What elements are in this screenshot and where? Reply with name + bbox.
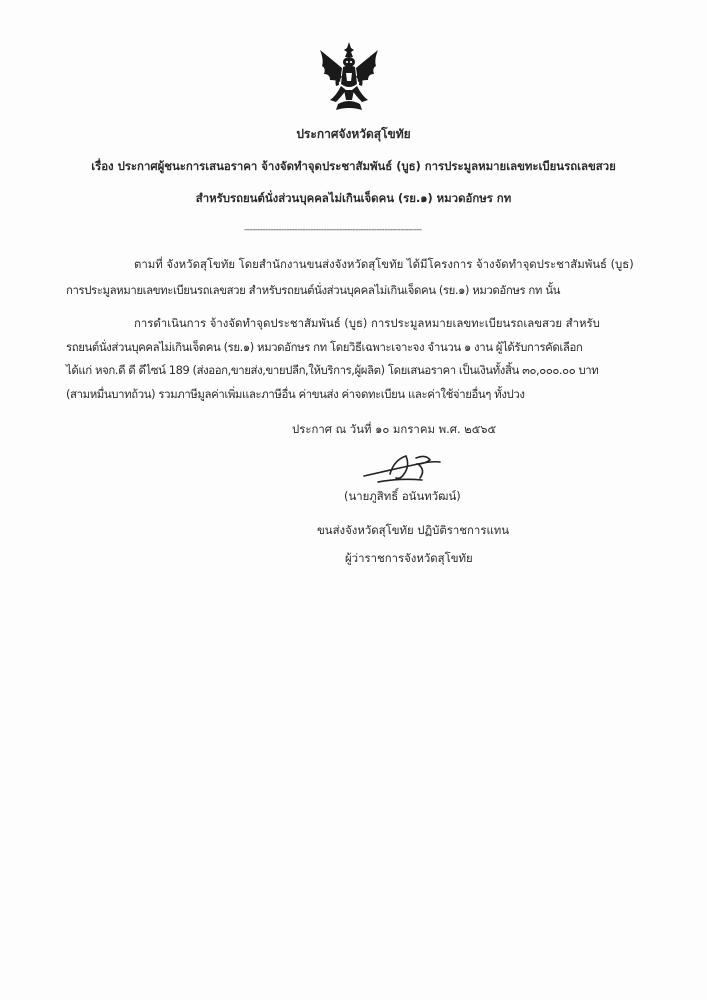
paragraph-1-line-1: ตามที่ จังหวัดสุโขทัย โดยสำนักงานขนส่งจังหวัดสุโขทัย ได้มีโครงการ จ้างจัดทำจุดประชาสัมพันธ์ (บูธ) bbox=[134, 257, 634, 271]
garuda-emblem-icon bbox=[316, 40, 382, 114]
paragraph-1-line-2: การประมูลหมายเลขทะเบียนรถเลขสวย สำหรับรถยนต์นั่งส่วนบุคคลไม่เกินเจ็ดคน (รย.๑) หมวดอักษร กท นั้น bbox=[66, 283, 561, 297]
paragraph-2-line-1: การดำเนินการ จ้างจัดทำจุดประชาสัมพันธ์ (บูธ) การประมูลหมายเลขทะเบียนรถเลขสวย สำหรับ bbox=[134, 316, 600, 330]
paragraph-2-line-4: (สามหมื่นบาทถ้วน) รวมภาษีมูลค่าเพิ่มและภาษีอื่น ค่าขนส่ง ค่าจดทะเบียน และค่าใช้จ่ายอื่นๆ ทั้งปวง bbox=[66, 387, 525, 401]
divider-line: ------------------------------------------------------------------- bbox=[244, 225, 422, 235]
subject-line-2: สำหรับรถยนต์นั่งส่วนบุคคลไม่เกินเจ็ดคน (รย.๑) หมวดอักษร กท bbox=[195, 191, 512, 205]
announcement-date: ประกาศ ณ วันที่ ๑๐ มกราคม พ.ศ. ๒๕๖๕ bbox=[292, 422, 497, 436]
signatory-position-2: ผู้ว่าราชการจังหวัดสุโขทัย bbox=[345, 551, 473, 565]
paragraph-2-line-2: รถยนต์นั่งส่วนบุคคลไม่เกินเจ็ดคน (รย.๑) หมวดอักษร กท โดยวิธีเฉพาะเจาะจง จำนวน ๑ งาน ผู้ได้รับการคัดเลือก bbox=[66, 340, 583, 354]
page-title: ประกาศจังหวัดสุโขทัย bbox=[296, 127, 411, 141]
paragraph-2-line-3: ได้แก่ หจก.ดี ดี ดีไซน์ 189 (ส่งออก,ขายส่ง,ขายปลีก,ให้บริการ,ผู้ผลิต) โดยเสนอราคา เป็นเงินทั้งสิ้น ๓๐,๐๐๐.๐๐ บาท bbox=[66, 363, 599, 377]
signatory-position-1: ขนส่งจังหวัดสุโขทัย ปฏิบัติราชการแทน bbox=[317, 523, 510, 537]
signatory-name: (นายภูสิทธิ์ อนันทวัฒน์) bbox=[344, 489, 461, 503]
handwritten-signature-icon bbox=[360, 450, 446, 490]
subject-line-1: เรื่อง ประกาศผู้ชนะการเสนอราคา จ้างจัดทำจุดประชาสัมพันธ์ (บูธ) การประมูลหมายเลขทะเบียนรถเลขสวย bbox=[91, 159, 616, 173]
